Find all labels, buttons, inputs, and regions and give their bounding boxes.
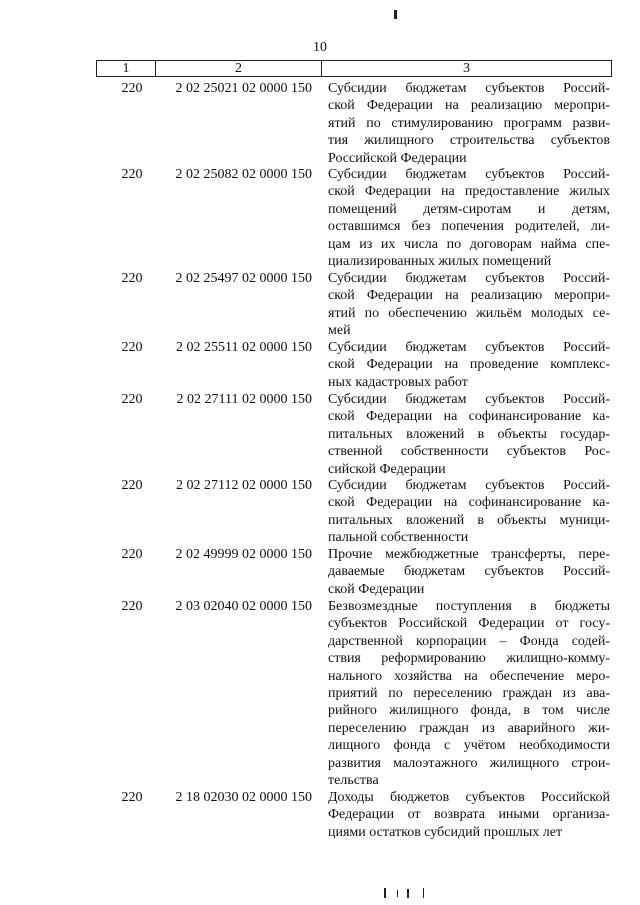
description-line: даваемые бюджетам субъектов Россий-	[328, 564, 610, 580]
income-description	[328, 789, 610, 841]
description-line: ской Федерации	[328, 581, 425, 597]
description-line: питальных вложений в объекты муници-	[328, 512, 610, 528]
budget-classification-code: 2 02 25511 02 0000 150	[176, 340, 312, 355]
description-line: помещений детям-сиротам и детям,	[328, 201, 610, 217]
budget-classification-code: 2 02 27111 02 0000 150	[176, 392, 312, 407]
description-line: лищного фонда с учётом необходимости	[328, 738, 610, 754]
description-line: мей	[328, 323, 351, 339]
admin-code: 220	[121, 478, 143, 493]
description-line: пальной собственности	[328, 530, 469, 546]
description-line: субъектов Российской Федерации от госу-	[328, 616, 610, 632]
budget-classification-code: 2 02 25497 02 0000 150	[175, 271, 312, 286]
budget-classification-code: 2 03 02040 02 0000 150	[175, 599, 312, 614]
description-line: Прочие межбюджетные трансферты, пере-	[328, 547, 610, 562]
income-description	[328, 546, 610, 598]
description-line: Доходы бюджетов субъектов Российской	[328, 790, 610, 805]
description-line: сийской Федерации	[328, 461, 446, 477]
description-line: Субсидии бюджетам субъектов Россий-	[328, 478, 610, 493]
admin-code: 220	[121, 167, 143, 182]
budget-classification-code: 2 02 25021 02 0000 150	[175, 81, 312, 96]
description-line: Субсидии бюджетам субъектов Россий-	[328, 81, 610, 96]
income-description	[328, 80, 610, 167]
description-line: ской Федерации на софинансирование ка-	[328, 495, 610, 511]
income-description	[328, 391, 610, 478]
description-line: Субсидии бюджетам субъектов Россий-	[328, 167, 610, 182]
budget-classification-code: 2 02 25082 02 0000 150	[175, 167, 312, 182]
description-line: приятий по переселению граждан из ава-	[328, 686, 610, 702]
description-line: оставшимся без попечения родителей, ли-	[328, 219, 610, 235]
header-col-1: 1	[122, 61, 130, 76]
description-line: Субсидии бюджетам субъектов Россий-	[328, 271, 610, 286]
header-col-2: 2	[235, 61, 242, 76]
description-line: питальных вложений в объекты государ-	[328, 426, 610, 442]
description-line: ской Федерации на предоставление жилых	[328, 184, 610, 200]
description-line: ствия реформированию жилищно-комму-	[328, 651, 610, 667]
header-col-3: 3	[463, 61, 470, 76]
admin-code: 220	[121, 271, 143, 286]
description-line: ных кадастровых работ	[328, 374, 468, 390]
description-line: Российской Федерации	[328, 150, 467, 166]
admin-code: 220	[121, 392, 143, 407]
description-line: ской Федерации на проведение комплекс-	[328, 357, 610, 373]
budget-classification-code: 2 02 27112 02 0000 150	[176, 478, 312, 493]
admin-code: 220	[121, 81, 143, 96]
admin-code: 220	[121, 790, 143, 805]
admin-code: 220	[121, 340, 143, 355]
description-line: нального хозяйства на обеспечение меро-	[328, 668, 610, 684]
scan-mark-bottom-1	[384, 888, 386, 898]
income-description	[328, 477, 610, 547]
table-header	[96, 60, 612, 77]
description-line: развития малоэтажного жилищного строи-	[328, 755, 610, 771]
description-line: ственной собственности субъектов Рос-	[328, 444, 610, 460]
scan-mark-bottom-2	[397, 890, 398, 897]
description-line: переселению граждан из аварийного жи-	[328, 720, 610, 736]
description-line: Безвозмездные поступления в бюджеты	[328, 599, 610, 614]
description-line: ской Федерации на реализацию меропри-	[328, 98, 610, 114]
description-line: дарственной корпорации – Фонда содей-	[328, 633, 610, 649]
description-line: Субсидии бюджетам субъектов Россий-	[328, 392, 610, 407]
income-description	[328, 598, 610, 789]
description-line: тия жилищного строительства субъектов	[328, 133, 610, 149]
description-line: циализированных жилых помещений	[328, 254, 552, 270]
description-line: ятий по стимулированию программ разви-	[328, 115, 610, 131]
scan-mark-top	[394, 10, 397, 19]
income-description	[328, 339, 610, 391]
description-line: циями остатков субсидий прошлых лет	[328, 824, 563, 840]
description-line: Федерации от возврата иными организа-	[328, 807, 610, 823]
scan-mark-bottom-4	[423, 888, 424, 898]
page-number: 10	[313, 40, 327, 55]
scan-mark-bottom-3	[407, 889, 409, 898]
income-description	[328, 166, 610, 270]
income-description	[328, 270, 610, 340]
description-line: цам из их числа по договорам найма спе-	[328, 236, 610, 252]
budget-classification-code: 2 02 49999 02 0000 150	[175, 547, 312, 562]
description-line: тельства	[328, 773, 379, 789]
admin-code: 220	[121, 547, 143, 562]
budget-classification-code: 2 18 02030 02 0000 150	[175, 790, 312, 805]
admin-code: 220	[121, 599, 143, 614]
description-line: Субсидии бюджетам субъектов Россий-	[328, 340, 610, 355]
description-line: ской Федерации на софинансирование ка-	[328, 409, 610, 425]
description-line: ятий по обеспечению жильём молодых се-	[328, 305, 610, 321]
description-line: рийного жилищного фонда, в том числе	[328, 703, 610, 719]
description-line: ской Федерации на реализацию меропри-	[328, 288, 610, 304]
